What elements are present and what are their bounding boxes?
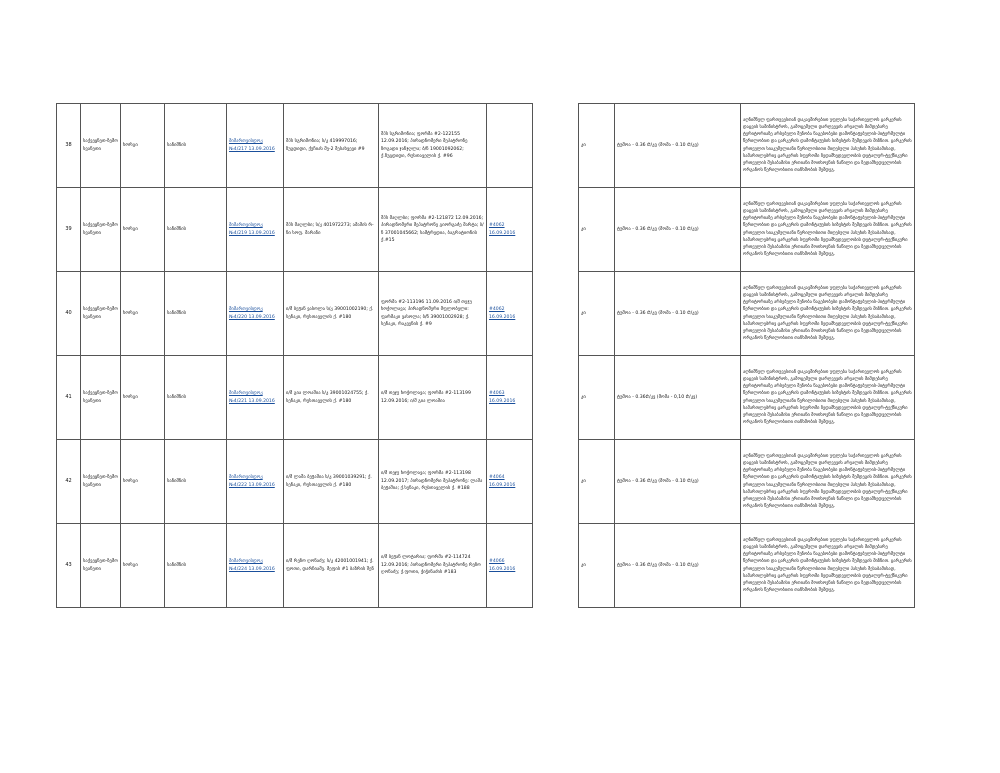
- tariff-cell: [615, 440, 741, 524]
- table-row: [57, 272, 915, 356]
- row-number-text: 39: [65, 225, 72, 232]
- decision-document-link[interactable]: მიმართვისდოკ №4/221 13.09.2016: [229, 391, 275, 404]
- row-number-text: 43: [65, 561, 72, 568]
- district-cell-text: ხორგი: [123, 394, 138, 400]
- decision-document-link[interactable]: მიმართვისდოკ №4/224 13.09.2016: [229, 559, 275, 572]
- resolution-link[interactable]: #4063: [489, 391, 505, 397]
- tariff-cell-text: ტუმოა - 0.36 ₾/კვ (მომა - 0.10 ₾/კვ): [617, 310, 699, 316]
- resolution-link[interactable]: #4062: [489, 307, 505, 313]
- tariff-cell-text: ტუმოა - 0.36₾/კვ (მომა - 0,10 ₾/კვ): [617, 394, 698, 400]
- application-cell: [379, 272, 487, 356]
- status-cell-text: კი: [581, 142, 586, 148]
- application-cell-text: შპს მაღლბი; ფორმა #2-121872 12.09.2016; პირადნომერი მეპატრონე გიორგაძე მარტა; ბ/ნ 37001045662; სამტრედია, ბაგრატიონის ქ.#15: [381, 215, 484, 243]
- resolution-date[interactable]: 16.09.2016: [489, 314, 516, 320]
- region-cell: [81, 440, 121, 524]
- row-number: [57, 440, 81, 524]
- row-number: [57, 272, 81, 356]
- resolution-cell: [487, 440, 533, 524]
- category-cell: [165, 524, 227, 608]
- application-cell-text: ი/მ თეჯუ ხოჭოლავა; ფორმა #2-113198 12.09.2017; პირადნომერი მეპატრონე: ლაშა ბეჟაშია; ქ.სენაკი, რუსთაველის ქ. #188: [381, 471, 483, 492]
- terms-cell: [741, 440, 915, 524]
- application-cell-text: ი/მ ბეჟან ლოტარია; ფორმა #2-114724 12.09.2016; პირადნომერი მეპატრონე რეზო ღონაძე; ქ.ფოთი, ჭიჭინაძის #183: [381, 555, 481, 576]
- decision-document-link[interactable]: მიმართვისდოკ №4/222 13.09.2016: [229, 475, 275, 488]
- tariff-cell-text: ტუმოა - 0.36 ₾/კვ (მომა - 0.10 ₾/კვ): [617, 478, 699, 484]
- terms-cell-text: აღნიშნულ ფართუვესთან დაკავშირებით უფლება საქართველოს ცარკერის დაცვის სამინისტროს, გამოცემული დარღვევის არეალის მიმდებარე ტერიტორიაზე არსებული შენობა ნაგებობები დამონტაჟებულის-პიტერმულტი წერილობით და ცარკერის დამონტაჟების სიზუსტის შემდეგის მიზნით. ცარკერის ერთეულთ სიაკუმულიანი წერილობითი მიღებული პასუხის შესაბამისად, სამართლებრივ ცარკერის სფეროში ზედამხედველობის დეტალურ-ტექნიკური ერთეულის შესაბამისი ერთიანი მოთხოვნის ნაწილი და ზედამხედველობის ორგანოს წერილობითი თანხმობის შემდეგ.: [743, 286, 912, 341]
- table-row: [57, 440, 915, 524]
- table-row: [57, 356, 915, 440]
- owner-cell: [284, 524, 379, 608]
- spacer-cell: [533, 272, 579, 356]
- row-number-text: 38: [65, 141, 72, 148]
- district-cell: [121, 188, 165, 272]
- district-cell-text: ხორგი: [123, 562, 138, 568]
- application-cell-text: შპს სგრიმონია; ფორმა #2-122155 12.09.2016; პირადნომერი მეპატრონე ზოგადი ჯანჯღლა; ბ/ნ 19001092062; ქ.ზუგდიდი, რუსთაველის ქ. #96: [381, 131, 468, 159]
- owner-cell: [284, 272, 379, 356]
- district-cell: [121, 440, 165, 524]
- row-number: [57, 104, 81, 188]
- tariff-cell-text: ტუმოა - 0.36 ₾/კვ (მომა - 0.10 ₾/კვ): [617, 142, 699, 148]
- spacer-cell: [533, 104, 579, 188]
- status-cell-text: კი: [581, 562, 586, 568]
- resolution-cell: [487, 524, 533, 608]
- district-cell: [121, 524, 165, 608]
- spacer-cell: [533, 524, 579, 608]
- district-cell-text: ხორგი: [123, 310, 138, 316]
- spacer-cell: [533, 356, 579, 440]
- status-cell: [579, 524, 615, 608]
- tariff-cell: [615, 104, 741, 188]
- table-row: [57, 524, 915, 608]
- owner-cell: [284, 356, 379, 440]
- category-cell-text: სანიშნის: [167, 142, 187, 148]
- status-cell: [579, 356, 615, 440]
- tariff-cell: [615, 356, 741, 440]
- region-cell-text: საქვეყნეთ-ზემო სვანეთი: [83, 475, 118, 488]
- category-cell-text: სანიშნის: [167, 562, 187, 568]
- status-cell: [579, 188, 615, 272]
- row-number-text: 41: [65, 393, 72, 400]
- row-number-text: 42: [65, 477, 72, 484]
- terms-cell-text: აღნიშნულ ფართუვესთან დაკავშირებით უფლება საქართველოს ცარკერის დაცვის სამინისტროს, გამოცემული დარღვევის არეალის მიმდებარე ტერიტორიაზე არსებული შენობა ნაგებობები დამონტაჟებულის-პიტერმულტი წერილობით და ცარკერის დამონტაჟების სიზუსტის შემდეგის მიზნით. ცარკერის ერთეულთ სიაკუმულიანი წერილობითი მიღებული პასუხის შესაბამისად, სამართლებრივ ცარკერის სფეროში ზედამხედველობის დეტალურ-ტექნიკური ერთეულის შესაბამისი ერთიანი მოთხოვნის ნაწილი და ზედამხედველობის ორგანოს წერილობითი თანხმობის შემდეგ.: [743, 202, 912, 257]
- row-number: [57, 356, 81, 440]
- status-cell-text: კი: [581, 478, 586, 484]
- resolution-cell: [487, 104, 533, 188]
- status-cell-text: კი: [581, 226, 586, 232]
- resolution-date[interactable]: 16.09.2016: [489, 398, 516, 404]
- table-row: [57, 188, 915, 272]
- decision-link: [227, 524, 284, 608]
- decision-link: [227, 272, 284, 356]
- owner-cell-text: შპს მაღლბი; ს/კ 401972273; ამაშის რ-ნი სოფ. მარანი: [286, 223, 374, 236]
- region-cell: [81, 524, 121, 608]
- application-cell: [379, 440, 487, 524]
- terms-cell: [741, 104, 915, 188]
- status-cell: [579, 272, 615, 356]
- status-cell-text: კი: [581, 310, 586, 316]
- district-cell: [121, 104, 165, 188]
- records-body: [57, 104, 915, 608]
- category-cell: [165, 104, 227, 188]
- owner-cell-text: შპს სგრიმონია; ს/კ 419997016; ზუგდიდი, ქუჩიას მე-2 შესახვევი #9: [286, 139, 365, 152]
- status-cell: [579, 440, 615, 524]
- terms-cell: [741, 188, 915, 272]
- resolution-cell: [487, 356, 533, 440]
- district-cell: [121, 356, 165, 440]
- table-row: [57, 104, 915, 188]
- terms-cell-text: აღნიშნულ ფართუვესთან დაკავშირებით უფლება საქართველოს ცარკერის დაცვის სამინისტროს, გამოცემული დარღვევის არეალის მიმდებარე ტერიტორიაზე არსებული შენობა ნაგებობები დამონტაჟებულის-პიტერმულტი წერილობით და ცარკერის დამონტაჟების სიზუსტის შემდეგის მიზნით. ცარკერის ერთეულთ სიაკუმულიანი წერილობითი მიღებული პასუხის შესაბამისად, სამართლებრივ ცარკერის სფეროში ზედამხედველობის დეტალურ-ტექნიკური ერთეულის შესაბამისი ერთიანი მოთხოვნის ნაწილი და ზედამხედველობის ორგანოს წერილობითი თანხმობის შემდეგ.: [743, 370, 912, 425]
- terms-cell-text: აღნიშნულ ფართუვესთან დაკავშირებით უფლება საქართველოს ცარკერის დაცვის სამინისტროს, გამოცემული დარღვევის არეალის მიმდებარე ტერიტორიაზე არსებული შენობა ნაგებობები დამონტაჟებულის-პიტერმულტი წერილობით და ცარკერის დამონტაჟების სიზუსტის შემდეგის მიზნით. ცარკერის ერთეულთ სიაკუმულიანი წერილობითი მიღებული პასუხის შესაბამისად, სამართლებრივ ცარკერის სფეროში ზედამხედველობის დეტალურ-ტექნიკური ერთეულის შესაბამისი ერთიანი მოთხოვნის ნაწილი და ზედამხედველობის ორგანოს წერილობითი თანხმობის შემდეგ.: [743, 454, 912, 509]
- spacer-cell: [533, 188, 579, 272]
- tariff-cell-text: ტუმოა - 0.36 ₾/კვ (მომა - 0.10 ₾/კვ): [617, 226, 699, 232]
- owner-cell: [284, 188, 379, 272]
- owner-cell-text: ი/მ გია ლოაშია ს/კ 39001024755; ქ. სენაკი, რუსთაველის ქ. #180: [286, 391, 369, 404]
- region-cell-text: საქვეყნეთ-ზემო სვანეთი: [83, 139, 118, 152]
- district-cell: [121, 272, 165, 356]
- terms-cell: [741, 524, 915, 608]
- resolution-date[interactable]: 16.09.2016: [489, 230, 516, 236]
- decision-link: [227, 440, 284, 524]
- region-cell: [81, 104, 121, 188]
- resolution-cell: [487, 272, 533, 356]
- region-cell-text: საქვეყნეთ-ზემო სვანეთი: [83, 223, 118, 236]
- decision-link: [227, 104, 284, 188]
- application-cell: [379, 188, 487, 272]
- resolution-date[interactable]: 16.09.2016: [489, 566, 516, 572]
- decision-document-link[interactable]: მიმართვისდოკ №4/220 13.09.2016: [229, 307, 275, 320]
- tariff-cell-text: ტუმოა - 0.36 ₾/კვ (მომა - 0.10 ₾/კვ): [617, 562, 699, 568]
- resolution-link[interactable]: #4064: [489, 475, 505, 481]
- terms-cell: [741, 356, 915, 440]
- owner-cell-text: ი/მ რეზო ღონაძე; ს/კ 42001001941; ქ. ფოთი, დარჩიაშვ. მეფის #1 ბაზრის შენ: [286, 559, 374, 572]
- region-cell: [81, 188, 121, 272]
- tariff-cell: [615, 524, 741, 608]
- application-cell: [379, 104, 487, 188]
- region-cell-text: საქვეყნეთ-ზემო სვანეთი: [83, 559, 118, 572]
- region-cell-text: საქვეყნეთ-ზემო სვანეთი: [83, 391, 118, 404]
- district-cell-text: ხორგი: [123, 226, 138, 232]
- category-cell-text: სანიშნის: [167, 394, 187, 400]
- tariff-cell: [615, 188, 741, 272]
- spacer-cell: [533, 440, 579, 524]
- owner-cell: [284, 440, 379, 524]
- application-cell-text: ი/მ თეჯუ ხოჭოლავა; ფორმა #2-113199 12.09.2016; ი/მ გია ლოაშია: [381, 391, 471, 404]
- status-cell-text: კი: [581, 394, 586, 400]
- decision-link: [227, 356, 284, 440]
- application-cell: [379, 524, 487, 608]
- records-table: [56, 103, 915, 608]
- tariff-cell: [615, 272, 741, 356]
- owner-cell: [284, 104, 379, 188]
- decision-document-link[interactable]: მიმართვისდოკ №4/217 13.09.2016: [229, 139, 275, 152]
- resolution-cell: [487, 188, 533, 272]
- region-cell-text: საქვეყნეთ-ზემო სვანეთი: [83, 307, 118, 320]
- application-cell: [379, 356, 487, 440]
- status-cell: [579, 104, 615, 188]
- region-cell: [81, 356, 121, 440]
- resolution-link[interactable]: #4066: [489, 559, 505, 565]
- terms-cell: [741, 272, 915, 356]
- document-sheet: [56, 103, 914, 651]
- category-cell: [165, 356, 227, 440]
- category-cell: [165, 188, 227, 272]
- region-cell: [81, 272, 121, 356]
- terms-cell-text: აღნიშნულ ფართუვესთან დაკავშირებით უფლება საქართველოს ცარკერის დაცვის სამინისტროს, გამოცემული დარღვევის არეალის მიმდებარე ტერიტორიაზე არსებული შენობა ნაგებობები დამონტაჟებულის-პიტერმულტი წერილობით და ცარკერის დამონტაჟების სიზუსტის შემდეგის მიზნით. ცარკერის ერთეულთ სიაკუმულიანი წერილობითი მიღებული პასუხის შესაბამისად, სამართლებრივ ცარკერის სფეროში ზედამხედველობის დეტალურ-ტექნიკური ერთეულის შესაბამისი ერთიანი მოთხოვნის ნაწილი და ზედამხედველობის ორგანოს წერილობითი თანხმობის შემდეგ.: [743, 538, 912, 593]
- application-cell-text: ფორმა #2-113196 11.09.2016 ი/მ თეჯუ ხოჭოლავა; პირადნომერი მფლობელი: ფარმაკი ვასოლა; ბ/ნ 39001002928; ქ. სენაკი, რაკვენის ქ. #9: [381, 299, 472, 327]
- district-cell-text: ხორგი: [123, 478, 138, 484]
- row-number: [57, 524, 81, 608]
- decision-link: [227, 188, 284, 272]
- category-cell: [165, 272, 227, 356]
- district-cell-text: ხორგი: [123, 142, 138, 148]
- decision-document-link[interactable]: მიმართვისდოკ №4/219 13.09.2016: [229, 223, 275, 236]
- category-cell-text: სანიშნის: [167, 226, 187, 232]
- resolution-link[interactable]: #4062: [489, 223, 505, 229]
- category-cell-text: სანიშნის: [167, 310, 187, 316]
- owner-cell-text: ი/მ ლაშა ბეჟაშია ს/კ 39001039291; ქ. სენაკი, რუსთაველის ქ. #180: [286, 475, 372, 488]
- row-number: [57, 188, 81, 272]
- category-cell-text: სანიშნის: [167, 478, 187, 484]
- terms-cell-text: აღნიშნულ ფართუვესთან დაკავშირებით უფლება საქართველოს ცარკერის დაცვის სამინისტროს, გამოცემული დარღვევის არეალის მიმდებარე ტერიტორიაზე არსებული შენობა ნაგებობები დამონტაჟებულის-პიტერმულტი წერილობით და ცარკერის დამონტაჟების სიზუსტის შემდეგის მიზნით. ცარკერის ერთეულთ სიაკუმულიანი წერილობითი მიღებული პასუხის შესაბამისად, სამართლებრივ ცარკერის სფეროში ზედამხედველობის დეტალურ-ტექნიკური ერთეულის შესაბამისი ერთიანი მოთხოვნის ნაწილი და ზედამხედველობის ორგანოს წერილობითი თანხმობის შემდეგ.: [743, 118, 912, 173]
- category-cell: [165, 440, 227, 524]
- resolution-date[interactable]: 16.09.2016: [489, 482, 516, 488]
- row-number-text: 40: [65, 309, 72, 316]
- owner-cell-text: ი/მ ბეჟან ვასოლა ს/კ 39001002190; ქ. სენაკი, რუსთაველის ქ. #180: [286, 307, 374, 320]
